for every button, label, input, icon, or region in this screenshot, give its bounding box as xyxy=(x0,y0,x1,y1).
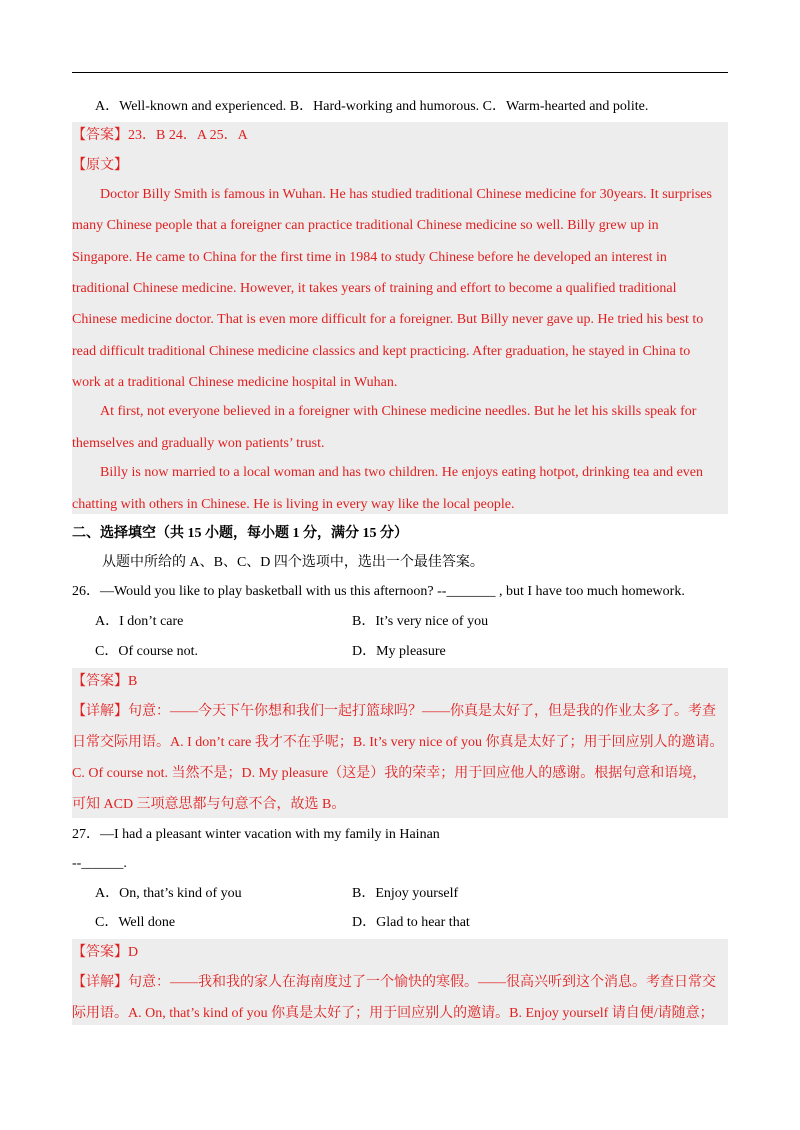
passage-line: Doctor Billy Smith is famous in Wuhan. He has studied traditional Chinese medicine for 30years. It surprises xyxy=(100,187,712,202)
q26-option-c: C．Of course not. xyxy=(95,644,199,659)
q26-answer: 【答案】B xyxy=(72,674,138,689)
q26-detail-line: 日常交际用语。A. I don’t care 我才不在乎呢；B. It’s very nice of you 你真是太好了；用于回应别人的邀请。 xyxy=(72,735,724,750)
passage-line: At first, not everyone believed in a foreigner with Chinese medicine needles. But he let his skills speak for xyxy=(100,404,697,419)
passage-line: chatting with others in Chinese. He is living in every way like the local people. xyxy=(72,497,515,512)
q27-blank: --______. xyxy=(72,856,127,871)
passage-line: work at a traditional Chinese medicine hospital in Wuhan. xyxy=(72,375,398,390)
section-instruction: 从题中所给的 A、B、C、D 四个选项中，选出一个最佳答案。 xyxy=(102,555,484,570)
q26-detail-line: 【详解】句意：——今天下午你想和我们一起打篮球吗？——你真是太好了，但是我的作业太多了。考查 xyxy=(72,704,716,719)
q27-option-c: C．Well done xyxy=(95,915,176,930)
q27-answer: 【答案】D xyxy=(72,945,139,960)
passage-line: many Chinese people that a foreigner can practice traditional Chinese medicine so well. Billy grew up in xyxy=(72,218,659,233)
answer-23-25: 【答案】23．B 24．A 25．A xyxy=(72,128,248,143)
passage-line: traditional Chinese medicine. However, it takes years of training and effort to become a qualified traditional xyxy=(72,281,677,296)
q26-option-b: B．It’s very nice of you xyxy=(352,614,489,629)
header-rule xyxy=(72,72,728,73)
yuanwen-label: 【原文】 xyxy=(72,158,128,173)
q27-stem: 27．—I had a pleasant winter vacation with my family in Hainan xyxy=(72,827,440,842)
q26-detail-line: 可知 ACD 三项意思都与句意不合，故选 B。 xyxy=(72,797,346,812)
passage-line: Billy is now married to a local woman and has two children. He enjoys eating hotpot, drinking tea and even xyxy=(100,465,704,480)
q27-option-b: B．Enjoy yourself xyxy=(352,886,459,901)
q25-options: A．Well-known and experienced. B．Hard-working and humorous. C．Warm-hearted and polite. xyxy=(95,99,649,114)
q26-option-d: D．My pleasure xyxy=(352,644,446,659)
q26-option-a: A．I don’t care xyxy=(95,614,184,629)
q26-detail-line: C. Of course not. 当然不是；D. My pleasure（这是）我的荣幸；用于回应他人的感谢。根据句意和语境， xyxy=(72,766,707,781)
q27-option-d: D．Glad to hear that xyxy=(352,915,470,930)
section-title: 二、选择填空（共 15 小题，每小题 1 分，满分 15 分） xyxy=(72,526,408,541)
passage-line: read difficult traditional Chinese medicine classics and kept practicing. After graduation, he stayed in China to xyxy=(72,344,691,359)
passage-line: Singapore. He came to China for the first time in 1984 to study Chinese before he developed an interest in xyxy=(72,250,667,265)
q27-detail-line: 【详解】句意：——我和我的家人在海南度过了一个愉快的寒假。——很高兴听到这个消息。考查日常交 xyxy=(72,975,716,990)
q26-stem: 26．—Would you like to play basketball with us this afternoon? --_______ , but I have too much homework. xyxy=(72,584,685,599)
q27-detail-line: 际用语。A. On, that’s kind of you 你真是太好了；用于回应别人的邀请。B. Enjoy yourself 请自便/请随意； xyxy=(72,1006,714,1021)
passage-line: Chinese medicine doctor. That is even more difficult for a foreigner. But Billy never gave up. He tried his best to xyxy=(72,312,704,327)
q27-option-a: A．On, that’s kind of you xyxy=(95,886,242,901)
passage-line: themselves and gradually won patients’ trust. xyxy=(72,436,325,451)
